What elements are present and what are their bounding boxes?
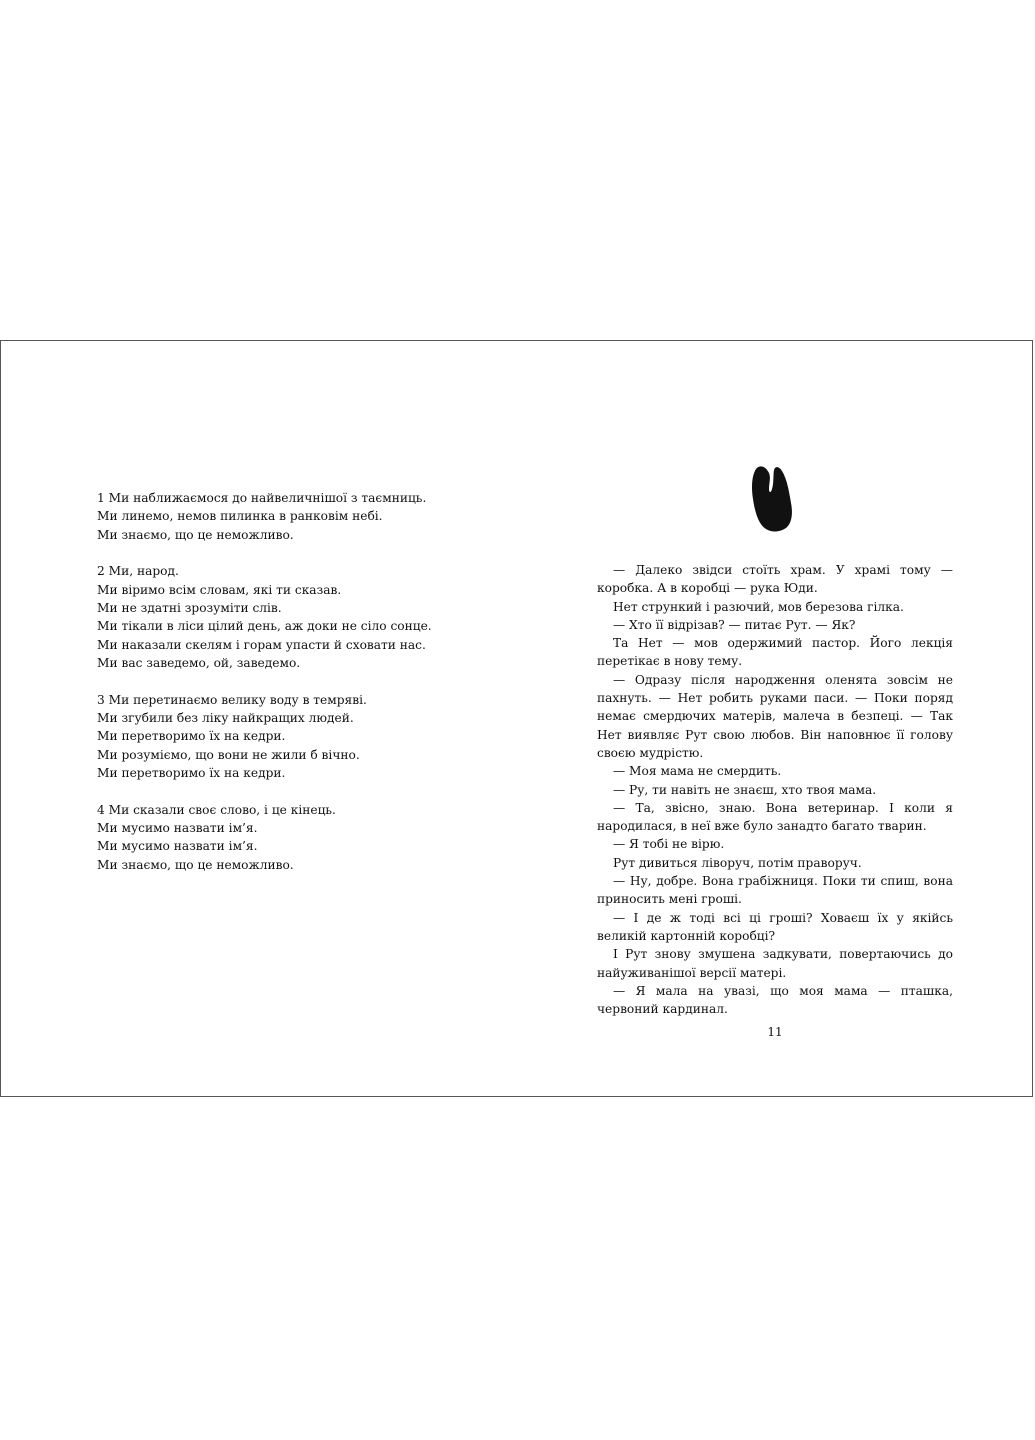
prose-paragraph: — Хто її відрізав? — питає Рут. — Як?	[613, 617, 856, 632]
prose-paragraph: — Та, звісно, знаю. Вона ветеринар. І коли я народилася, в неї вже було занадто багато тварин.	[597, 800, 953, 834]
verse-line: Ми не здатні зрозуміти слів.	[97, 600, 282, 615]
verse-line: Ми мусимо назвати ім’я.	[97, 839, 258, 854]
verse-line: Ми линемо, немов пилинка в ранковім небі.	[97, 509, 383, 524]
stanza	[97, 801, 497, 874]
verse-line: 4 Ми сказали своє слово, і це кінець.	[97, 802, 336, 817]
prose-paragraph: — Я тобі не вірю.	[613, 837, 725, 852]
verse-line: Ми перетворимо їх на кедри.	[97, 729, 286, 744]
verse-line: Ми знаємо, що це неможливо.	[97, 857, 294, 872]
verse-line: Ми розуміємо, що вони не жили б вічно.	[97, 747, 360, 762]
page-number: 11	[767, 1025, 783, 1039]
prose-paragraph: — Далеко звідси стоїть храм. У храмі тому — коробка. А в коробці — рука Юди.	[597, 563, 953, 596]
verse-line: Ми згубили без ліку найкращих людей.	[97, 710, 354, 725]
prose-paragraph: Нет стрункий і разючий, мов березова гілка.	[613, 599, 904, 614]
verse-line: Ми мусимо назвати ім’я.	[97, 820, 258, 835]
verse-line: Ми наказали скелям і горам упасти й сховати нас.	[97, 637, 426, 652]
left-page	[97, 489, 497, 892]
book-spread	[0, 340, 1033, 1097]
prose-paragraph: — І де ж тоді всі ці гроші? Ховаєш їх у якійсь великій картонній коробці?	[597, 910, 953, 943]
verse-line: Ми перетворимо їх на кедри.	[97, 765, 286, 780]
right-page	[597, 561, 953, 1018]
prose-paragraph: — Моя мама не смердить.	[613, 764, 782, 779]
verse-line: 2 Ми, народ.	[97, 564, 179, 579]
hoof-print-icon	[749, 465, 793, 533]
stanza	[97, 691, 497, 782]
prose-paragraph: Та Нет — мов одержимий пастор. Його лекція перетікає в нову тему.	[597, 636, 953, 669]
verse-line: 3 Ми перетинаємо велику воду в темряві.	[97, 692, 367, 707]
verse-line: Ми вас заведемо, ой, заведемо.	[97, 655, 301, 670]
prose-paragraph: Рут дивиться ліворуч, потім праворуч.	[613, 855, 862, 870]
stanza	[97, 562, 497, 672]
stanza	[97, 489, 497, 544]
verse-line: Ми віримо всім словам, які ти сказав.	[97, 582, 342, 597]
verse-line: 1 Ми наближаємося до найвеличнішої з таємниць.	[97, 491, 427, 505]
prose-paragraph: І Рут знову змушена задкувати, повертаючись до найуживанішої версії матері.	[597, 947, 953, 980]
prose-paragraph: — Я мала на увазі, що моя мама — пташка, червоний кардинал.	[597, 983, 953, 1017]
verse-line: Ми знаємо, що це неможливо.	[97, 527, 294, 542]
verse-line: Ми тікали в ліси цілий день, аж доки не сіло сонце.	[97, 619, 432, 634]
prose-paragraph: — Ну, добре. Вона грабіжниця. Поки ти спиш, вона приносить мені гроші.	[597, 874, 953, 907]
prose-paragraph: — Ру, ти навіть не знаєш, хто твоя мама.	[613, 782, 877, 797]
prose-paragraph: — Одразу після народження оленята зовсім не пахнуть. — Нет робить руками паси. — Поки поряд немає смердючих матерів, малеча в безпеці. — Так Нет виявляє Рут свою любов. Він наповнює її голову своєю мудрістю.	[597, 672, 953, 760]
